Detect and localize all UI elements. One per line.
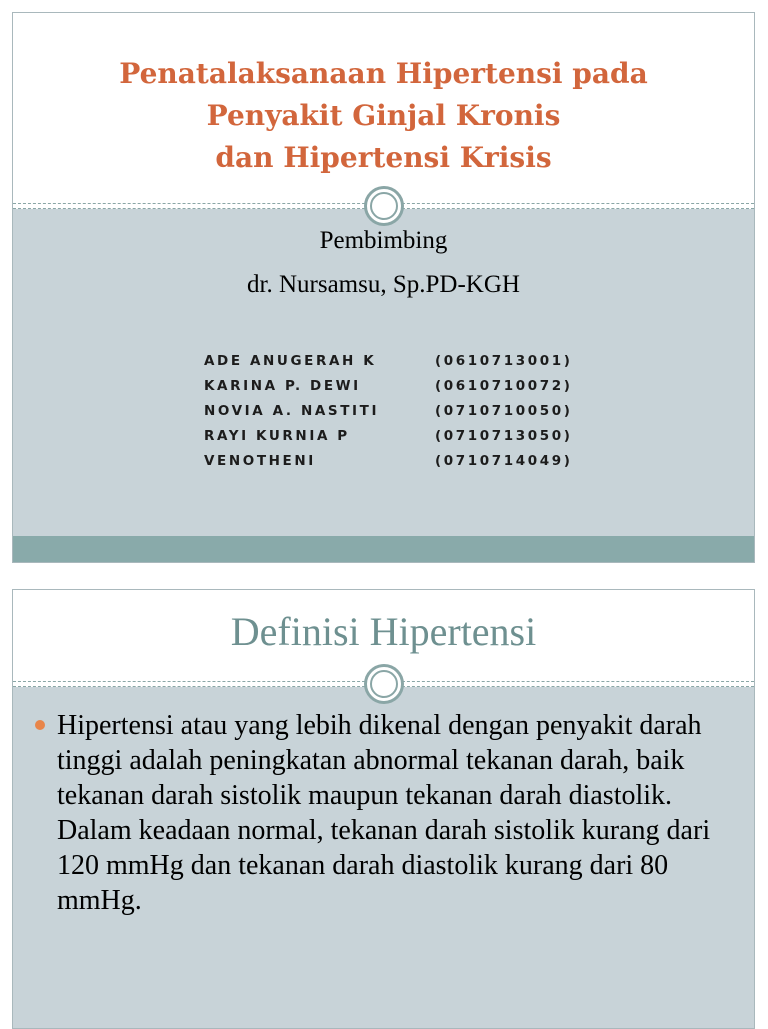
member-list [204, 349, 574, 474]
member-id: (0710710050) [435, 403, 573, 419]
member-row [204, 349, 574, 374]
slide-1-title [13, 53, 754, 179]
slide-1-title-line: Penyakit Ginjal Kronis [206, 99, 561, 132]
slide-2-title: Definisi Hipertensi [230, 609, 537, 654]
slide-2 [12, 589, 755, 1029]
member-id: (0610713001) [435, 353, 573, 369]
bullet-text: Hipertensi atau yang lebih dikenal dengan penyakit darah tinggi adalah peningkatan abnormal tekanan darah, baik tekanan darah sistolik maupun tekanan darah diastolik. Dalam keadaan normal, tekanan darah sistolik kurang dari 120 mmHg dan tekanan darah diastolik kurang dari 80 mmHg. [57, 710, 711, 916]
member-name: NOVIA A. NASTITI [204, 403, 380, 419]
supervisor-label: Pembimbing [319, 227, 448, 254]
footer-band [13, 536, 754, 562]
bullet-dot-icon [35, 720, 45, 730]
member-row [204, 424, 574, 449]
member-id: (0610710072) [435, 378, 573, 394]
member-name: ADE ANUGERAH K [204, 353, 377, 369]
member-id: (0710713050) [435, 428, 573, 444]
member-row [204, 399, 574, 424]
member-row [204, 374, 574, 399]
bullet-item [35, 708, 735, 918]
member-name: VENOTHENI [204, 453, 316, 469]
circle-ornament-icon [364, 186, 404, 226]
slide-1-title-line: dan Hipertensi Krisis [215, 141, 552, 174]
supervisor-name: dr. Nursamsu, Sp.PD-KGH [247, 271, 520, 298]
slide-1-title-area [13, 13, 754, 206]
slide-1-title-line: Penatalaksanaan Hipertensi pada [119, 57, 648, 90]
circle-ornament-icon [364, 664, 404, 704]
member-name: KARINA P. DEWI [204, 378, 361, 394]
member-id: (0710714049) [435, 453, 573, 469]
member-name: RAYI KURNIA P [204, 428, 350, 444]
member-row [204, 449, 574, 474]
slide-1 [12, 12, 755, 563]
